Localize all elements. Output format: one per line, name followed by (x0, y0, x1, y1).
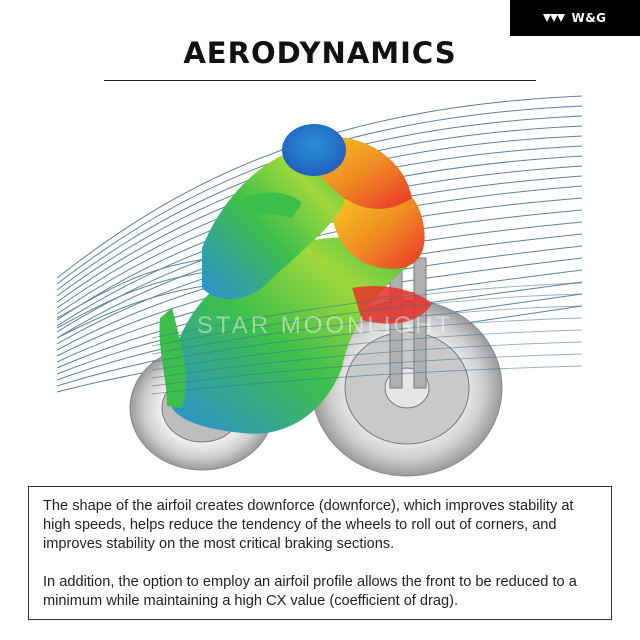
description-paragraph-1: The shape of the airfoil creates downforce (downforce), which improves stability at high speeds, helps reduce the tendency of the wheels to roll out of corners, and improves stability on the most critical braking sections. (43, 498, 574, 552)
page-title: AERODYNAMICS (183, 36, 457, 70)
title-divider (104, 80, 536, 81)
brand-tab (510, 0, 640, 36)
description-box (28, 486, 612, 620)
watermark: STAR MOONLIGHT (196, 312, 454, 339)
motorcycle-rider-cfd-icon (52, 88, 592, 478)
description-paragraph-2: In addition, the option to employ an airfoil profile allows the front to be reduced to a minimum while maintaining a high CX value (coefficient of drag). (43, 574, 577, 609)
brand-name: W&G (571, 11, 607, 25)
chevrons-logo-icon (543, 13, 565, 23)
